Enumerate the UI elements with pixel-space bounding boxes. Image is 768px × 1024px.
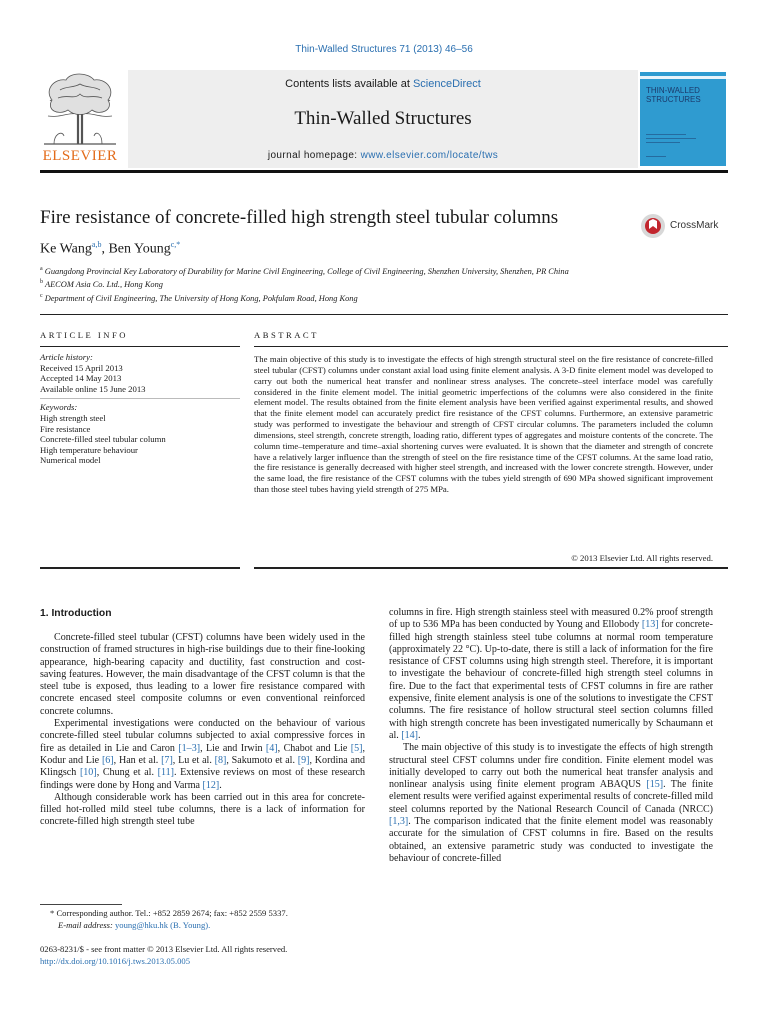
info-divider	[40, 398, 240, 399]
text-run: Experimental investigations were conducted on the behaviour of various concrete-filled steel tubular columns subjected to axial compressive forces in fire as detailed in Lie and Caron	[40, 718, 365, 754]
author-affiliation-marker[interactable]: c,*	[170, 240, 181, 249]
keywords-label: Keywords:	[40, 402, 78, 413]
article-info-rule	[40, 346, 240, 347]
text-run: . The comparison indicated that the finite element model was reasonably accurate for the simulation of CFST columns in fire. Based on the results obtained, an extensive parametric study was conducted to investigate the behaviour of concrete-filled	[389, 816, 713, 864]
article-title: Fire resistance of concrete-filled high strength steel tubular columns	[40, 207, 559, 228]
author-name[interactable]: Ben Young	[108, 241, 171, 257]
reference-link[interactable]: [6]	[101, 754, 114, 766]
email-link[interactable]: young@hku.hk (B. Young).	[114, 919, 211, 930]
text-run: . Extensive reviews on most of these research findings were done by Hong and Varma	[40, 767, 365, 791]
reference-link[interactable]: [1,3]	[389, 816, 409, 828]
keyword: High strength steel	[40, 412, 106, 423]
front-matter-line: 0263-8231/$ - see front matter © 2013 Elsevier Ltd. All rights reserved.	[40, 944, 288, 954]
abstract-heading: ABSTRACT	[254, 330, 319, 340]
crossmark-button[interactable]	[640, 213, 730, 241]
cover-line	[646, 138, 696, 139]
reference-link[interactable]: [9]	[297, 754, 310, 766]
footnote-contact: * Corresponding author. Tel.: +852 2859 2674; fax: +852 2559 5337.	[50, 908, 288, 918]
reference-link[interactable]: [5]	[350, 742, 363, 754]
history-received: Received 15 April 2013	[40, 362, 123, 373]
paragraph	[40, 718, 365, 792]
doi-link[interactable]: http://dx.doi.org/10.1016/j.tws.2013.05.005	[40, 955, 191, 966]
affiliation-text: Department of Civil Engineering, The University of Hong Kong, Pokfulam Road, Hong Kong	[44, 293, 358, 303]
reference-link[interactable]: [8]	[214, 754, 227, 766]
text-run: , Chabot and Lie	[277, 742, 351, 754]
history-label: Article history:	[40, 352, 93, 362]
cover-line	[646, 142, 680, 143]
reference-link[interactable]: [11]	[157, 767, 174, 779]
cover-title-line-1: THIN-WALLED	[646, 86, 700, 95]
keyword: Fire resistance	[40, 423, 91, 434]
footnote-rule	[40, 904, 122, 905]
paragraph: Although considerable work has been carried out in this area for concrete-filled hot-rolled mild steel tube columns, there is a lack of information for concrete-filled high strength steel tube	[40, 791, 365, 828]
text-run: for concrete-filled high strength stainless steel tube columns at normal room temperature (approximately 22 °C). Up-to-date, there is still a lack of information for the fire resistance of CFST columns using high strength steel. Therefore, it is important to investigate the behaviour of concrete-filled high strength steel columns in fire. Due to the fact that experimental tests of CFST columns in fire are rather expensive, finite element analysis is one of the solutions to investigate the CFST columns. The fire resistance of hollow structural steel section columns filled with high strength concrete has been investigated numerically by Schaumann et al.	[389, 619, 713, 741]
affiliation-item	[40, 277, 728, 290]
affiliations	[40, 264, 728, 304]
crossmark-icon	[640, 213, 666, 239]
publisher-name: ELSEVIER	[42, 148, 118, 164]
affiliation-item	[40, 291, 728, 304]
sciencedirect-link[interactable]: ScienceDirect	[412, 78, 481, 90]
text-run: , Lie and Irwin	[200, 742, 266, 754]
keyword: Numerical model	[40, 455, 101, 466]
history-online: Available online 15 June 2013	[40, 383, 146, 394]
section-heading-introduction: 1. Introduction	[40, 608, 112, 619]
cover-line	[646, 156, 666, 157]
contents-line	[128, 78, 638, 90]
journal-cover-image[interactable]	[640, 72, 726, 166]
text-run: . The finite element results were verified against experimental results of concrete-filled mild steel columns reported by the National Research Council of Canada (NRCC)	[389, 779, 713, 815]
footnote-email-line	[50, 920, 370, 932]
journal-citation-link[interactable]: Thin-Walled Structures 71 (2013) 46–56	[295, 44, 473, 55]
reference-link[interactable]: [13]	[641, 619, 659, 631]
text-run: .	[418, 729, 421, 741]
homepage-line	[128, 150, 638, 161]
copyright-notice: © 2013 Elsevier Ltd. All rights reserved.	[571, 553, 713, 563]
cover-title-line-2: STRUCTURES	[646, 95, 701, 104]
author-name[interactable]: Ke Wang	[40, 241, 92, 257]
text-run: , Chung et al.	[96, 767, 158, 779]
page-footer	[40, 944, 370, 967]
body-column-right	[389, 607, 713, 865]
masthead-band	[128, 70, 638, 168]
text-run: columns in fire. High strength stainless steel with measured 0.2% proof strength of up to 536 MPa has been conducted by Young and Ellobody	[389, 607, 713, 631]
affiliation-text: Guangdong Provincial Key Laboratory of Durability for Marine Civil Engineering, College of Civil Engineering, Shenzhen University, Shenzhen, PR China	[44, 266, 569, 276]
reference-link[interactable]: [15]	[646, 779, 664, 791]
header-divider	[40, 314, 728, 315]
journal-masthead	[40, 70, 728, 168]
text-run: , Sakumoto et al.	[226, 754, 298, 766]
affiliation-marker: b	[40, 279, 43, 286]
body-column-left	[40, 632, 365, 829]
article-info	[40, 352, 240, 466]
paragraph	[389, 607, 713, 742]
homepage-prefix: journal homepage:	[267, 150, 361, 161]
reference-link[interactable]: [1–3]	[178, 742, 201, 754]
reference-link[interactable]: [14]	[401, 729, 419, 741]
affiliation-marker: a	[40, 266, 43, 272]
keyword: Concrete-filled steel tubular column	[40, 434, 166, 445]
contents-prefix: Contents lists available at	[285, 78, 413, 90]
text-run: , Kordina and Klingsch	[40, 754, 366, 779]
masthead-rule	[40, 170, 728, 173]
author-separator: ,	[101, 241, 109, 257]
elsevier-tree-logo-icon	[40, 70, 120, 166]
article-info-heading: ARTICLE INFO	[40, 330, 128, 340]
info-bottom-rule	[40, 567, 240, 569]
text-run: , Lu et al.	[172, 754, 215, 766]
journal-homepage-link[interactable]: www.elsevier.com/locate/tws	[360, 150, 499, 161]
reference-link[interactable]: [10]	[79, 767, 97, 779]
history-accepted: Accepted 14 May 2013	[40, 373, 122, 384]
cover-title	[646, 86, 722, 104]
author-affiliation-marker[interactable]: a,b	[91, 240, 102, 249]
cover-stripe	[640, 76, 726, 79]
text-run: , Kodur and Lie	[40, 742, 365, 766]
abstract-text: The main objective of this study is to investigate the effects of high strength structural steel on the fire resistance of concrete-filled steel tubular (CFST) columns under constant axial load using finite element analysis. A 3-D finite element model was developed to carry out both the numerical heat transfer and nonlinear stress analyses. The concrete–steel interface model was carefully considered in the finite element model. The initial geometric imperfections of the columns were also considered in the finite element model. The results obtained from the finite element analysis have been verified against experimental results, and showed that the finite element model can accurately predict fire resistance of the CFST columns. Furthermore, an extensive parametric study was performed to investigate the behaviour and strength of CFST circular columns. The parameters included the column dimensions, steel strength, concrete strength, loading ratio, different types of aggregates and moisture contents of the concrete. The column time–temperature and time–axial shortening curves were evaluated. It is shown that the diameter and strength of concrete have a relatively larger influence than the strength of steel on the fire resistance time of the CFST columns. At the same load ratio, the fire resistance is generally decreased with higher steel strength, and increased with the lower concrete strength. However, under the same load, the fire resistance of the CFST columns with the tubes yield strength of 690 MPa showed significant improvement than those steel tubes having yield strength of 275 MPa.	[254, 354, 713, 495]
reference-link[interactable]: [7]	[161, 754, 173, 766]
affiliation-text: AECOM Asia Co. Ltd., Hong Kong	[44, 280, 163, 290]
journal-title: Thin-Walled Structures	[294, 108, 472, 129]
author-list	[40, 240, 180, 258]
crossmark-label: CrossMark	[670, 220, 719, 231]
text-run: The main objective of this study is to investigate the effects of high strength structural steel CFST columns under fire condition. Finite element model was initially developed to carry out both the numerical heat transfer analysis and nonlinear analysis using finite element program ABAQUS	[389, 742, 713, 791]
corresponding-author-footnote	[50, 908, 370, 931]
abstract-rule	[254, 346, 728, 347]
reference-link[interactable]: [12]	[202, 779, 220, 791]
text-run: .	[219, 779, 222, 791]
affiliation-item	[40, 264, 728, 277]
cover-line	[646, 134, 686, 135]
text-run: , Han et al.	[113, 754, 162, 766]
keyword: High temperature behaviour	[40, 444, 138, 455]
abstract-bottom-rule	[254, 567, 728, 569]
paragraph	[389, 742, 713, 865]
email-label: E-mail address:	[58, 919, 115, 930]
reference-link[interactable]: [4]	[265, 742, 278, 754]
affiliation-marker: c	[40, 292, 43, 299]
paragraph: Concrete-filled steel tubular (CFST) columns have been widely used in the construction of framed structures in high-rise buildings due to their fine-looking appearance, high-bearing capacity and ductility, fast construction and cost-saving features. However, the main disadvantage of the CFST column is that the steel tube is exposed, thus leading to a lower fire resistance compared with concrete encased steel composite columns or even conventional reinforced concrete columns.	[40, 632, 365, 717]
